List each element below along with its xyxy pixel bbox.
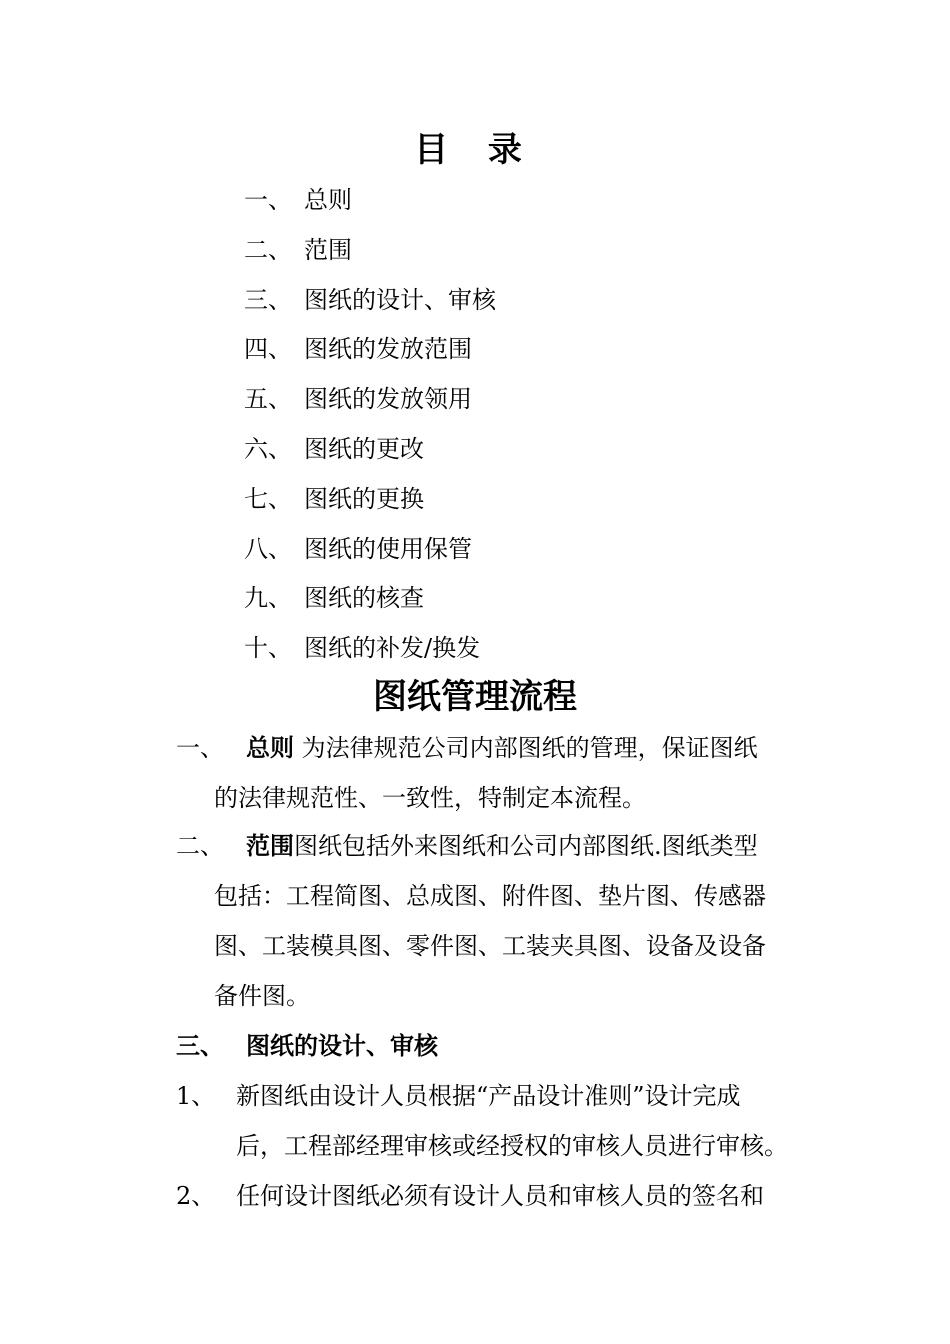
toc-item-label: 图纸的发放范围 <box>304 335 472 364</box>
toc-item-number: 九、 <box>244 584 292 613</box>
section-number: 三、 <box>176 1031 224 1060</box>
section-text: 为法律规范公司内部图纸的管理，保证图纸 <box>294 734 758 762</box>
toc-item <box>244 331 496 381</box>
item-number: 1、 <box>176 1082 216 1110</box>
paragraph-line: 后，工程部经理审核或经授权的审核人员进行审核。 <box>236 1132 788 1160</box>
toc-item <box>244 232 496 282</box>
toc-item-label: 范围 <box>304 235 352 264</box>
toc-item-label: 图纸的使用保管 <box>304 534 472 563</box>
paragraph-line: 的法律规范性、一致性，特制定本流程。 <box>214 784 646 812</box>
paragraph-line: 图、工装模具图、零件图、工装夹具图、设备及设备 <box>214 932 766 960</box>
toc-item <box>244 381 496 431</box>
toc-item <box>244 481 496 531</box>
section-number: 一、 <box>176 734 224 762</box>
section-scope <box>176 828 816 1028</box>
paragraph-line <box>176 730 816 780</box>
toc-item-label: 图纸的更改 <box>304 434 424 463</box>
section-heading: 总则 <box>246 733 294 762</box>
toc-item-number: 五、 <box>244 385 292 414</box>
toc-item <box>244 580 496 630</box>
section-design-review <box>176 1028 816 1228</box>
item-number: 2、 <box>176 1182 216 1210</box>
toc-item <box>244 282 496 332</box>
toc-item-number: 四、 <box>244 335 292 364</box>
list-item <box>176 1078 816 1128</box>
section-general <box>176 730 816 830</box>
item-text: 任何设计图纸必须有设计人员和审核人员的签名和 <box>236 1182 764 1210</box>
toc-item-label: 图纸的更换 <box>304 484 424 513</box>
toc-item-label: 图纸的设计、审核 <box>304 285 496 314</box>
list-item <box>176 1178 816 1228</box>
toc-item-number: 二、 <box>244 235 292 264</box>
section-text: 图纸包括外来图纸和公司内部图纸.图纸类型 <box>294 832 758 860</box>
toc-item-number: 六、 <box>244 434 292 463</box>
paragraph-line: 备件图。 <box>214 982 310 1010</box>
toc-item-number: 十、 <box>244 634 292 663</box>
toc-item-label: 图纸的发放领用 <box>304 385 472 414</box>
paragraph-line: 包括：工程简图、总成图、附件图、垫片图、传感器 <box>214 882 766 910</box>
toc-title: 目 录 <box>414 130 536 170</box>
section-number: 二、 <box>176 832 224 860</box>
item-text: 新图纸由设计人员根据“产品设计准则”设计完成 <box>236 1082 741 1110</box>
toc-item-number: 七、 <box>244 484 292 513</box>
toc-item-number: 八、 <box>244 534 292 563</box>
toc-item <box>244 630 496 680</box>
section-heading: 图纸的设计、审核 <box>246 1031 438 1060</box>
section-heading: 范围 <box>246 831 294 860</box>
toc-item-number: 三、 <box>244 285 292 314</box>
paragraph-line <box>176 828 816 878</box>
toc-item-label: 图纸的补发/换发 <box>304 634 481 663</box>
toc-item <box>244 531 496 581</box>
paragraph-line <box>176 1028 816 1078</box>
toc-item-label: 图纸的核查 <box>304 584 424 613</box>
process-title: 图纸管理流程 <box>373 677 577 717</box>
table-of-contents <box>244 182 496 680</box>
toc-item <box>244 431 496 481</box>
toc-item-label: 总则 <box>304 186 352 214</box>
toc-item <box>244 182 496 232</box>
toc-item-number: 一、 <box>244 186 292 214</box>
